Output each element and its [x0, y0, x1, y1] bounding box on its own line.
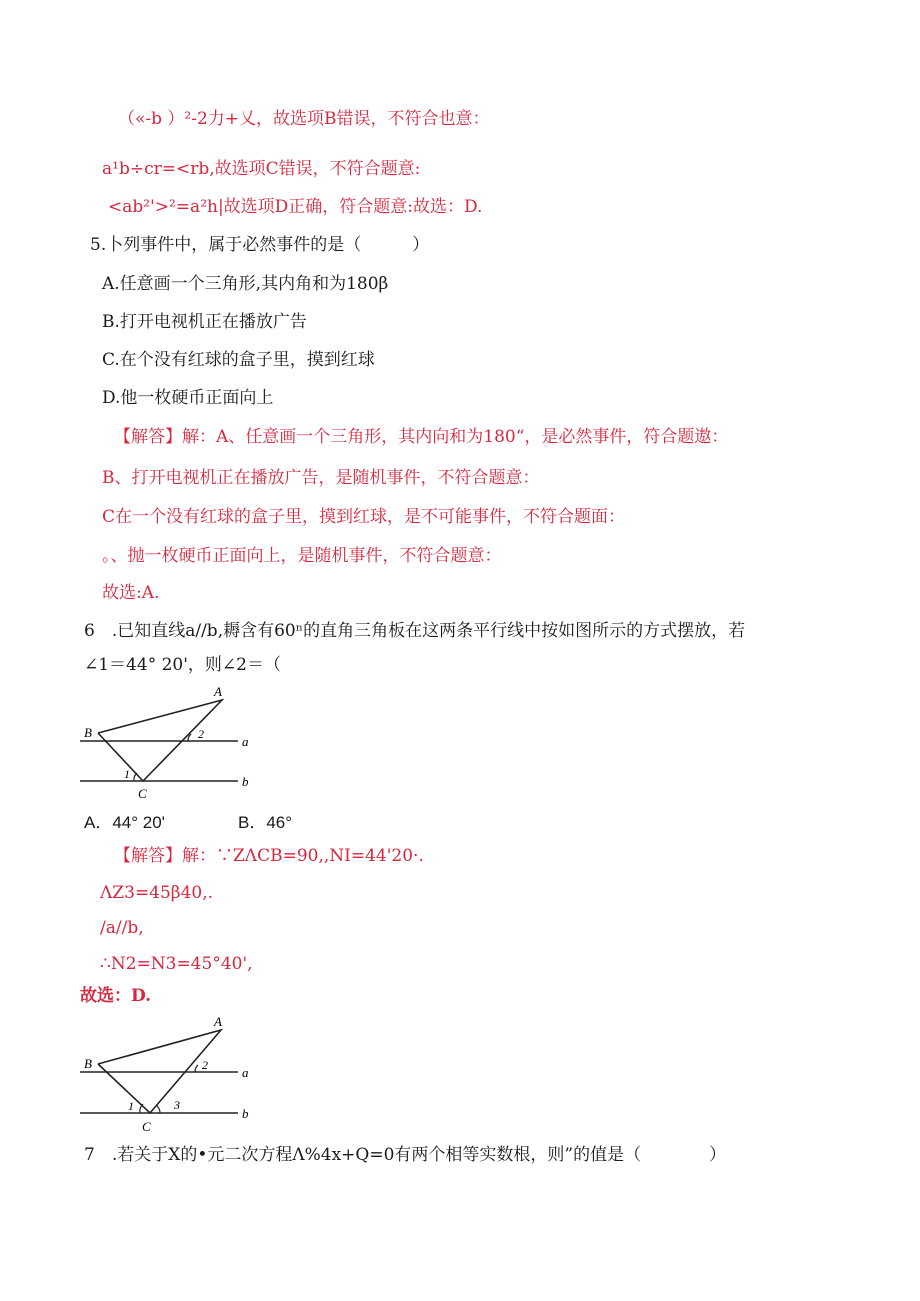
label-angle-3: 3: [174, 1098, 180, 1112]
figure-parallel-lines-2: [78, 1010, 258, 1134]
angle-2-arc: [195, 1065, 198, 1072]
label-angle-2: 2: [202, 1058, 208, 1072]
label-a-vertex: A: [214, 1014, 222, 1029]
solution-4-option-d: <ab²'>²=a²h|故选项D正确，符合题意:故选：D.: [108, 197, 483, 217]
solution-5-line-1: 【解答】解：A、任意画一个三角形，其内向和为180“，是必然事件，符合题遨：: [114, 427, 729, 447]
solution-6-line-5: 故选：D.: [80, 986, 152, 1006]
solution-5-line-5: 故选:A.: [102, 583, 160, 603]
label-line-a: a: [242, 734, 249, 749]
question-5-stem: 5.卜列事件中，属于必然事件的是（ ）: [90, 235, 430, 255]
label-line-b: b: [242, 1106, 249, 1121]
solution-5-line-3: C在一个没有红球的盒子里，摸到红球，是不可能事件，不符合题面：: [102, 507, 626, 527]
label-line-b: b: [242, 774, 249, 789]
question-6-option-a: A．44° 20': [84, 813, 165, 832]
solution-4-option-b: （«-b ）²-2力+乂，故选项B错误，不符合也意：: [118, 109, 490, 129]
label-angle-1: 1: [124, 767, 130, 781]
label-b-vertex: B: [84, 1056, 92, 1071]
label-b-vertex: B: [84, 725, 92, 740]
solution-4-option-c: a¹b÷cr=<rb,故选项C错误，不符合题意:: [102, 159, 421, 179]
angle-1-arc: [134, 773, 137, 781]
solution-6-line-1: 【解答】解：∵ZΛCB=90,,NI=44'20·.: [114, 846, 424, 866]
question-5-option-c: C.在个没有红球的盒子里，摸到红球: [102, 350, 375, 370]
question-5-option-d: D.他一枚硬币正面向上: [102, 388, 274, 408]
angle-3-arc: [156, 1105, 160, 1113]
label-line-a: a: [242, 1065, 249, 1080]
question-5-option-a: A.任意画一个三角形,其内角和为180β: [102, 274, 389, 294]
solution-6-line-3: ∕a//b,: [100, 918, 144, 938]
label-c-vertex: C: [142, 1119, 151, 1134]
question-6-stem-line-2: ∠1＝44° 20'，则∠2＝（: [84, 655, 281, 675]
solution-6-line-2: ΛZ3=45β40,.: [100, 883, 214, 903]
label-c-vertex: C: [138, 786, 147, 801]
solution-5-line-4: 。、抛一枚硬币正面向上，是随机事件，不符合题意：: [102, 546, 502, 566]
label-a-vertex: A: [214, 684, 222, 699]
label-angle-1: 1: [128, 1099, 134, 1113]
figure-parallel-lines-1: [78, 680, 258, 802]
solution-6-line-4: ∴N2=N3=45°40',: [100, 954, 253, 974]
label-angle-2: 2: [198, 727, 204, 741]
solution-5-line-2: B、打开电视机正在播放广告，是随机事件，不符合题意：: [102, 468, 540, 488]
question-7-stem: 7 .若关于X的•元二次方程Λ%4x+Q=0有两个相等实数根，则”的值是（ ）: [84, 1145, 727, 1165]
question-6-stem-line-1: 6 .已知直线a//b,耨含有60ⁿ的直角三角板在这两条平行线中按如图所示的方式摆放，若: [84, 621, 746, 641]
question-5-option-b: B.打开电视机正在播放广告: [102, 312, 307, 332]
angle-1-arc: [140, 1104, 143, 1113]
question-6-option-b: B．46°: [238, 813, 293, 832]
